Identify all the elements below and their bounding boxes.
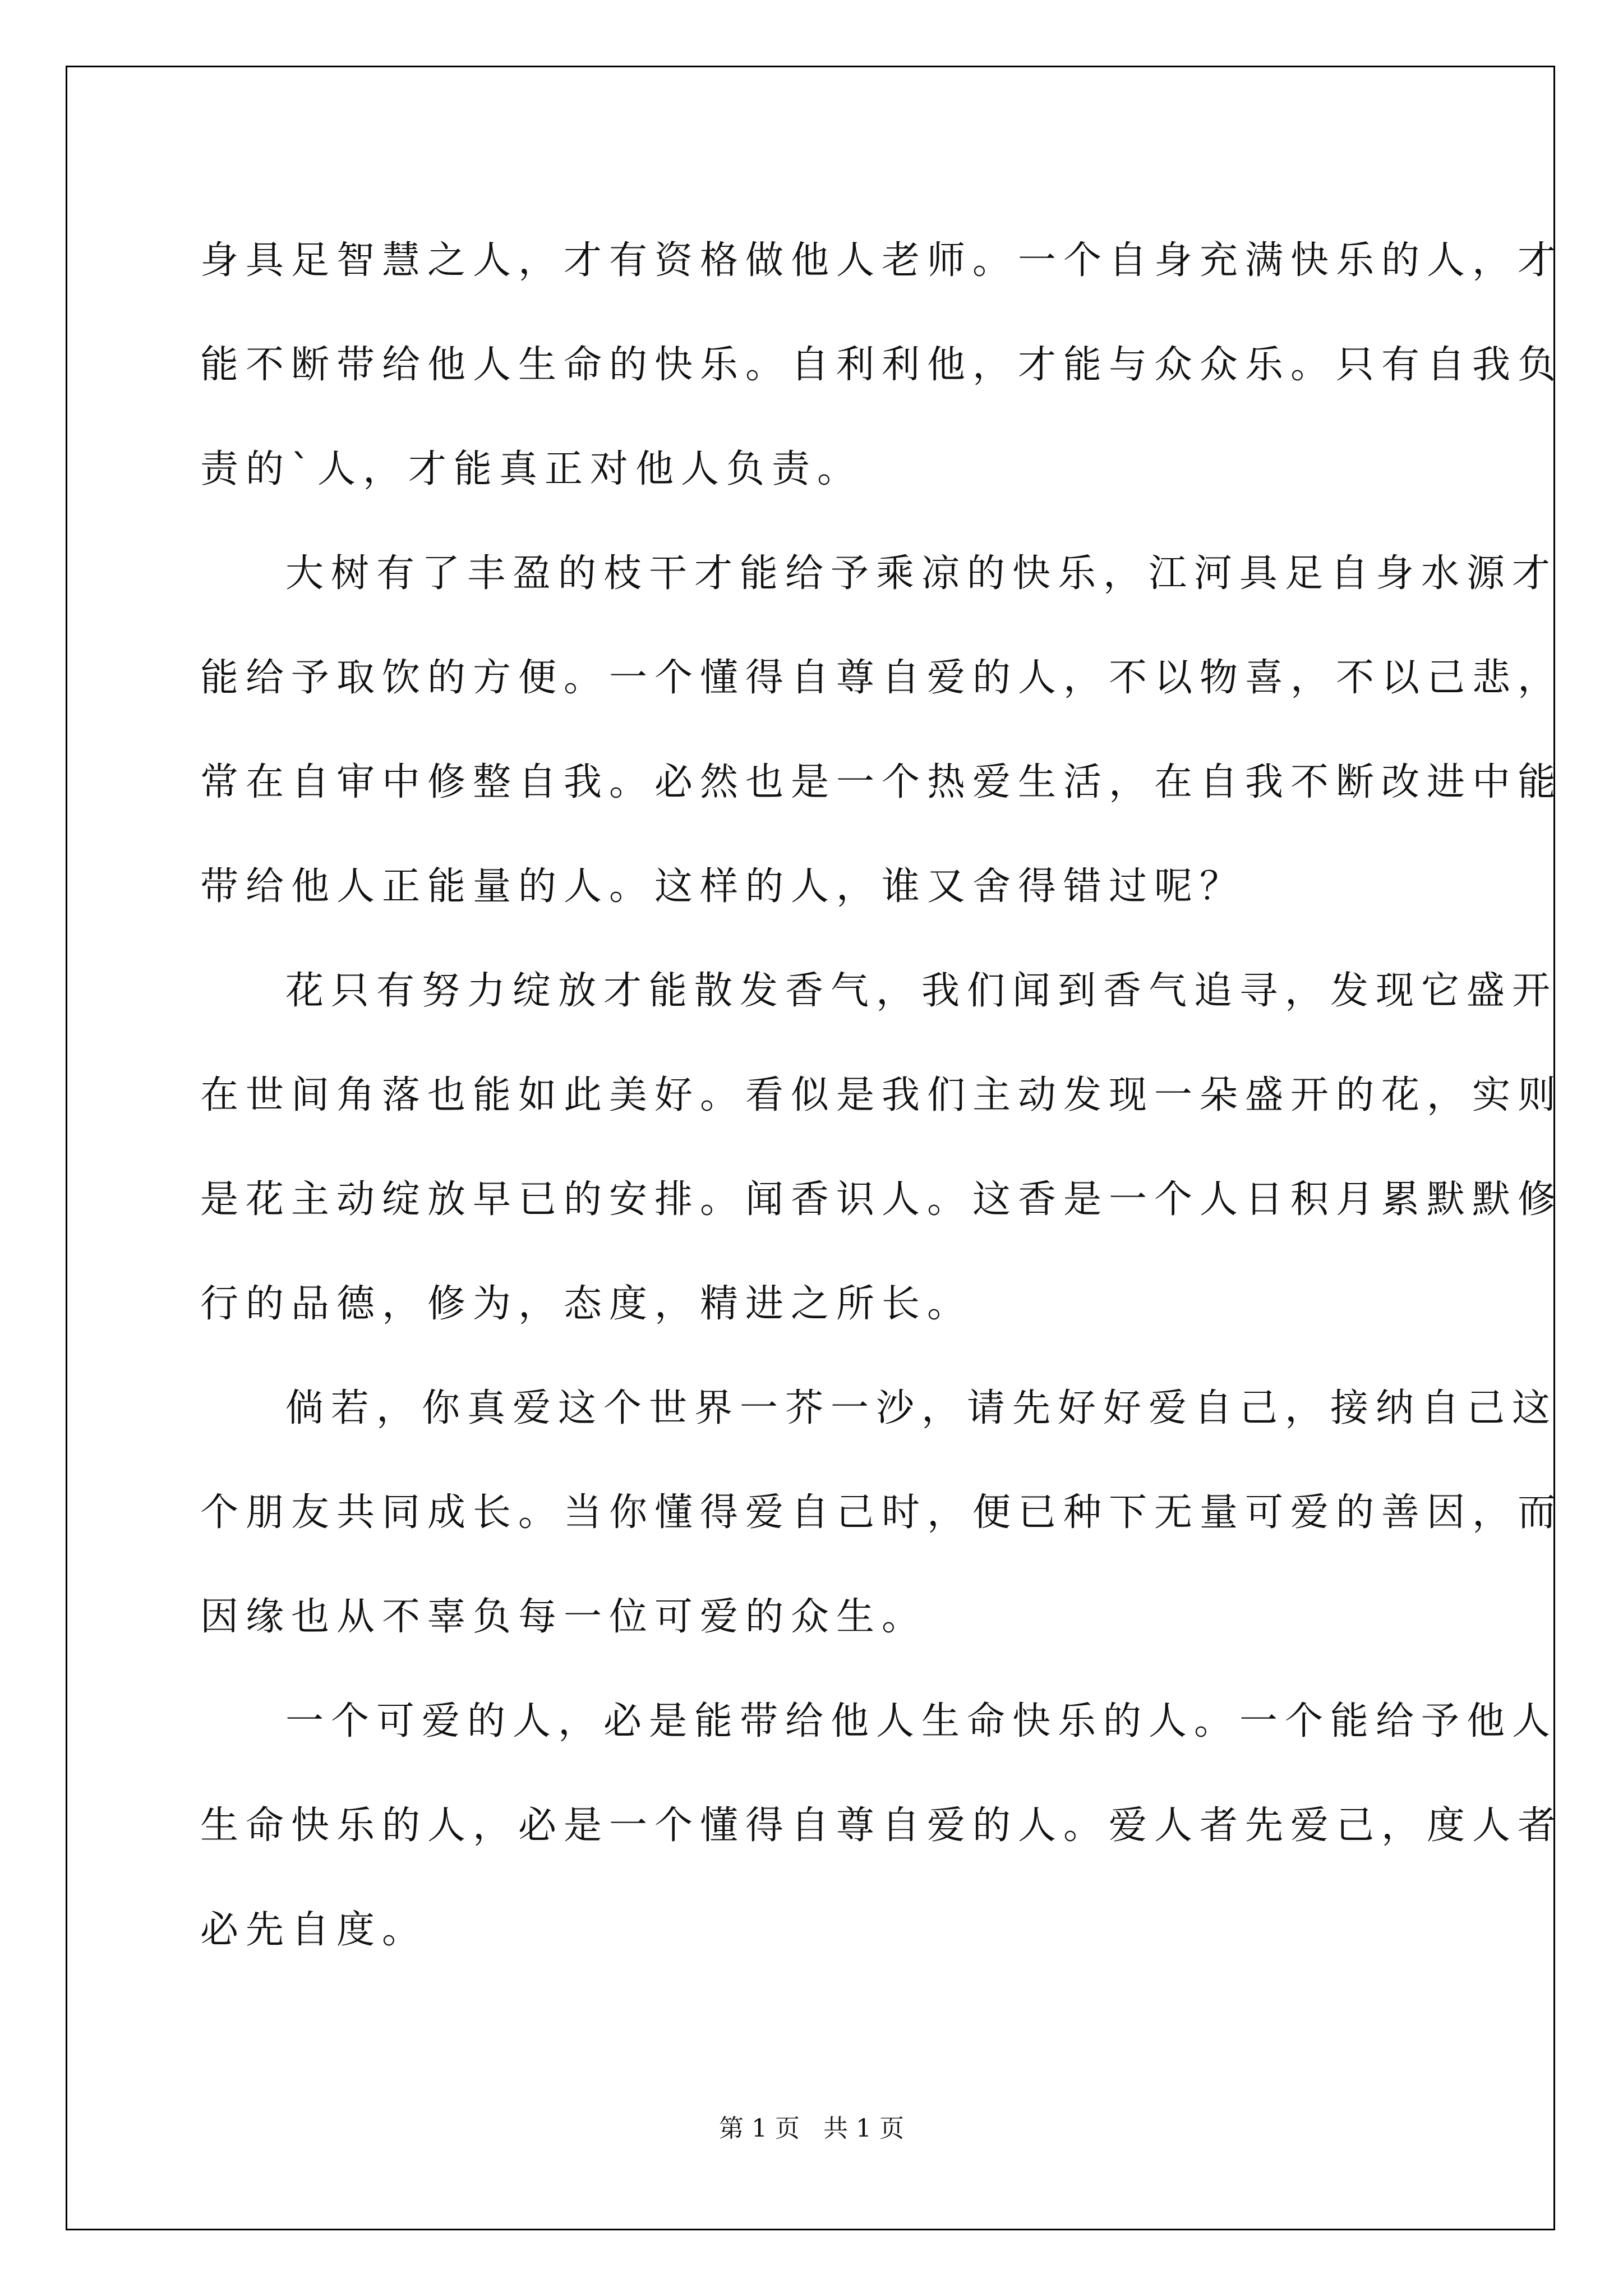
text-line: 是花主动绽放早已的安排。闻香识人。这香是一个人日积月累默默修 [200,1177,1564,1222]
text-line: 责的`人，才能真正对他人负责。 [200,447,863,491]
paragraph-2 [200,522,1564,939]
text-line: 能不断带给他人生命的快乐。自利利他，才能与众众乐。只有自我负 [200,343,1564,387]
text-line: 个朋友共同成长。当你懂得爱自己时，便已种下无量可爱的善因，而 [200,1490,1564,1535]
paragraph-5 [200,1669,1564,1982]
text-line: 身具足智慧之人，才有资格做他人老师。一个自身充满快乐的人，才 [200,238,1564,283]
text-line: 一个可爱的人，必是能带给他人生命快乐的人。一个能给予他人 [285,1699,1558,1743]
text-line: 因缘也从不辜负每一位可爱的众生。 [200,1595,928,1639]
page-number: 第 1 页 [719,2114,800,2143]
text-line: 带给他人正能量的人。这样的人，谁又舍得错过呢？ [200,864,1246,909]
paragraph-4 [200,1356,1564,1669]
text-line: 大树有了丰盈的枝干才能给予乘凉的快乐，江河具足自身水源才 [285,551,1558,596]
text-line: 在世间角落也能如此美好。看似是我们主动发现一朵盛开的花，实则 [200,1073,1564,1117]
document-body [200,209,1564,1982]
text-line: 必先自度。 [200,1908,428,1952]
text-line: 倘若，你真爱这个世界一芥一沙，请先好好爱自己，接纳自己这 [285,1386,1558,1430]
paragraph-3 [200,939,1564,1356]
text-line: 能给予取饮的方便。一个懂得自尊自爱的人，不以物喜，不以己悲， [200,656,1564,700]
page-total: 共 1 页 [823,2114,904,2143]
text-line: 生命快乐的人，必是一个懂得自尊自爱的人。爱人者先爱己，度人者 [200,1803,1564,1848]
text-line: 花只有努力绽放才能散发香气，我们闻到香气追寻，发现它盛开 [285,969,1558,1013]
text-line: 行的品德，修为，态度，精进之所长。 [200,1282,973,1326]
paragraph-1 [200,209,1564,522]
text-line: 常在自审中修整自我。必然也是一个热爱生活，在自我不断改进中能 [200,760,1564,804]
page-footer [0,2108,1623,2144]
